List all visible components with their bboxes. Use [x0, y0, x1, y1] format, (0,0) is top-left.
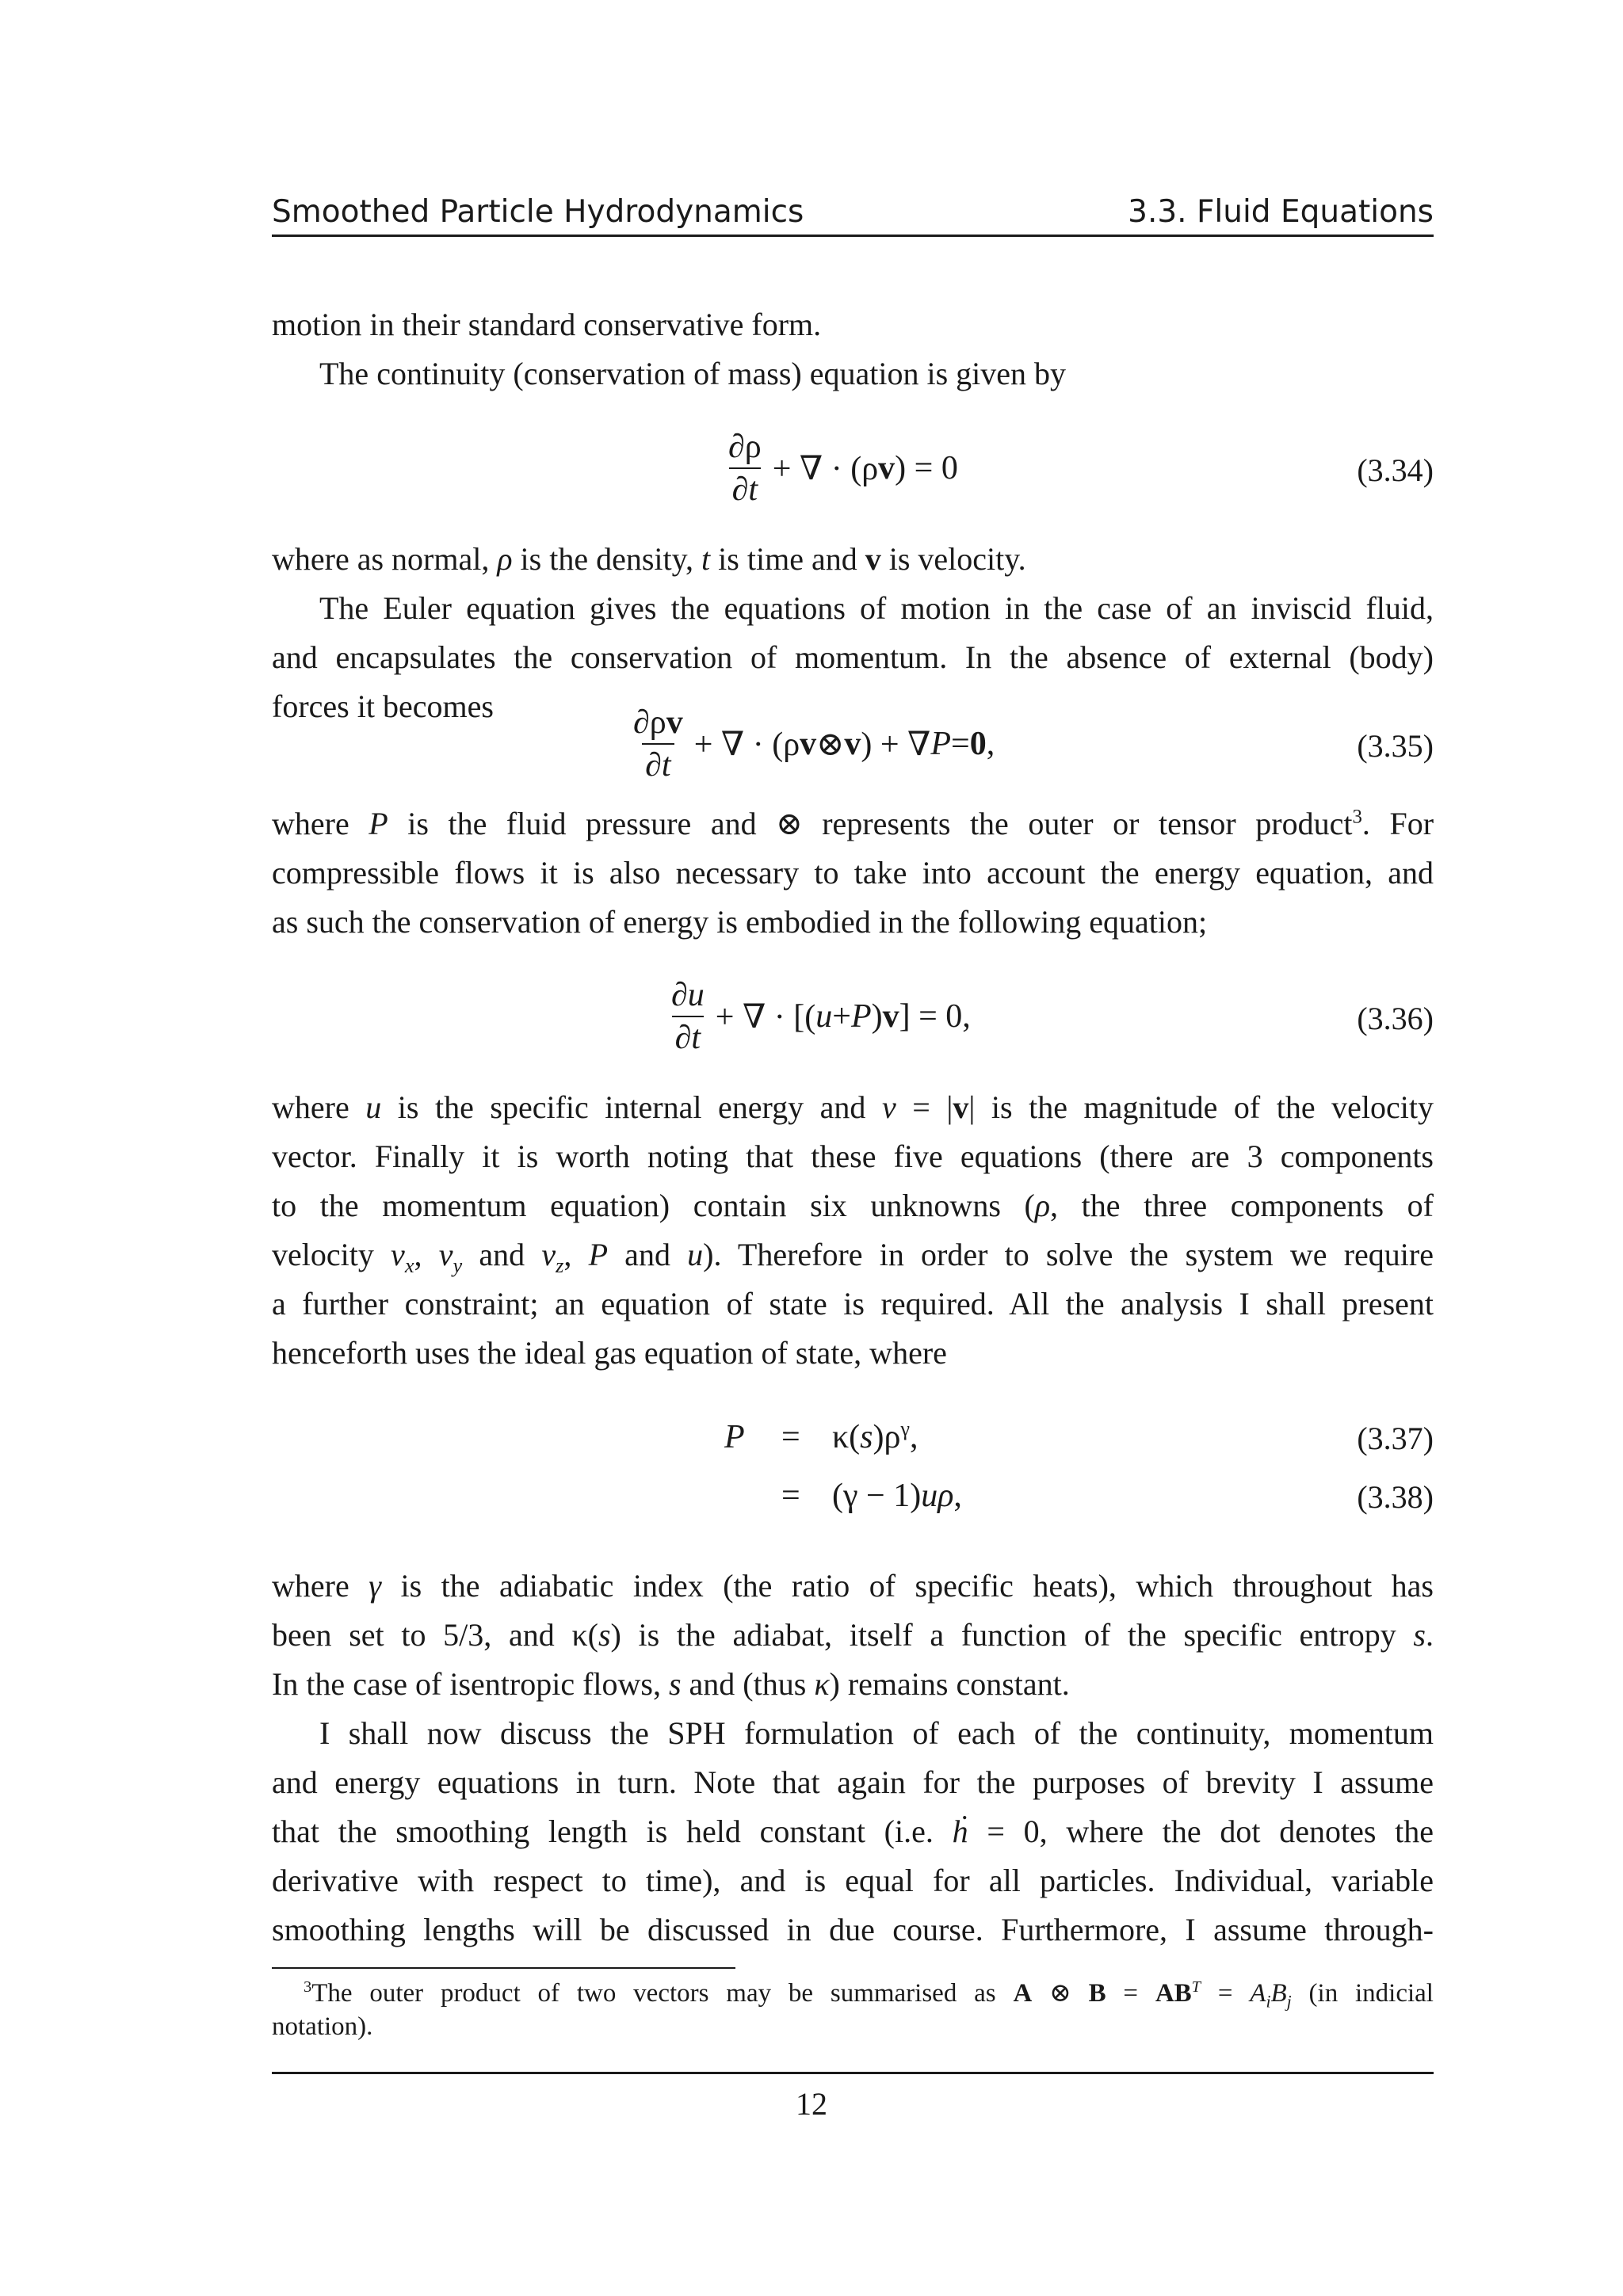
text-line: where γ is the adiabatic index (the ratio of specific heats), which throughout has — [272, 1568, 1434, 1604]
equation-number: (3.36) — [1357, 1001, 1434, 1036]
footnote-line: notation). — [272, 2012, 373, 2041]
text-line: as such the conservation of energy is embodied in the following equation; — [272, 904, 1208, 940]
text-line: been set to 5/3, and κ(s) is the adiabat, itself a function of the specific entropy s. — [272, 1617, 1434, 1653]
fraction: $\frac{\partial\rho}{\partial t}$ — [728, 429, 762, 508]
text-line: where u is the specific internal energy and v = |v| is the magnitude of the velocity — [272, 1089, 1434, 1125]
text-line: forces it becomes — [272, 688, 494, 724]
text-line: where as normal, ρ is the density, t is time and v is velocity. — [272, 541, 1026, 577]
text-line: motion in their standard conservative form. — [272, 307, 822, 342]
text-line: a further constraint; an equation of state is required. All the analysis I shall present — [272, 1286, 1434, 1322]
text-line: smoothing lengths will be discussed in due course. Furthermore, I assume through- — [272, 1912, 1434, 1947]
text-line: velocity $v_x$, $v_y$ and $v_z$, P and u). Therefore in order to solve the system we require — [272, 1237, 1434, 1277]
equation-3-36: $\frac{\partial u}{\partial t}$ + ∇ · [( u + P ) v ] = 0, (3.36) — [272, 976, 1434, 1063]
page-number: 12 — [796, 2086, 827, 2122]
text-line: vector. Finally it is worth noting that these five equations (there are 3 components — [272, 1138, 1434, 1174]
equation-number: (3.34) — [1357, 452, 1434, 488]
text-line: The Euler equation gives the equations of motion in the case of an inviscid fluid, — [319, 590, 1434, 626]
header-title: Smoothed Particle Hydrodynamics — [272, 194, 804, 230]
equation-number: (3.38) — [1357, 1479, 1434, 1515]
text-line: henceforth uses the ideal gas equation of state, where — [272, 1335, 947, 1371]
equation-3-35: $\frac{\partial\rho v}{\partial t}$ + ∇ · (ρ v ⊗ v ) + ∇ P = 0 , (3.35) — [272, 704, 1434, 791]
text-line: compressible flows it is also necessary to take into account the energy equation, and — [272, 855, 1434, 891]
text-line: and encapsulates the conservation of momentum. In the absence of external (body) — [272, 639, 1434, 675]
text-line: derivative with respect to time), and is equal for all particles. Individual, variable — [272, 1863, 1434, 1898]
text-line: where P is the fluid pressure and ⊗ represents the outer or tensor product$^3$. For — [272, 806, 1434, 841]
text-line: that the smoothing length is held constant (i.e. ḣ = 0, where the dot denotes the — [272, 1814, 1434, 1849]
text-line: In the case of isentropic flows, s and (thus κ) remains constant. — [272, 1666, 1070, 1702]
footnote-line: $^3$The outer product of two vectors may be summarised as A ⊗ $B = AB^T = A_iB_j$ (in indicial — [304, 1978, 1434, 2012]
thesis-page: Smoothed Particle Hydrodynamics 3.3. Fluid Equations motion in their standard conservative form. The continuity (conservation of mass) equation is given by $\frac{\partial\rho}{\partial t}$ + ∇ · (ρ v ) = 0 (3.34) where as normal, ρ is the density, t is time and v is velocity. The Euler equation gives the equations of motion in the case of an inviscid fluid, and encapsulates the conservation of momentum. In the absence of external (body) forces it becomes $\frac{\partial\rho v}{\partial t}$ + ∇ · (ρ v ⊗ v ) + ∇ P = 0 , (3.35) where P is the fluid pressure and ⊗ represents the outer or tensor product$^3$. For compressible flows it is also necessary to take into account the energy equation, and as such the conservation of energy is embodied in the following equation; $\frac{\partial u}{\partial t}$ + ∇ · [( u + P ) v ] = 0, (3.36) where u is the specific internal energy and v = |v| is the magnitude of the velocity vector. Finally it is worth noting that these five equations (there are 3 components to the momentum equation) contain six unknowns (ρ, the three components of velocity $v_x$, $v_y$ and $v_z$, P and u). Therefore in order to solve the system we require a further constraint; an equation of state is required. All the analysis I shall present henceforth uses the ideal gas equation of state, where P = $\kappa(s)\rho^\gamma$, (3.37) = (γ − 1)uρ, (3.38) where γ is the adiabatic index (the ratio of specific heats), which throughout has been set to 5/3, and κ(s) is the adiabat, itself a function of the specific entropy s. In the case of isentropic flows, s and (thus κ) remains constant. I shall now discuss the SPH formulation of each of the continuity, momentum and energy equations in turn. Note that again for the purposes of brevity I assume that the smoothing length is held constant (i.e. ḣ = 0, where the dot denotes the derivative with respect to time), and is equal for all particles. Individual, variable smoothing lengths will be discussed in due course. Furthermore, I assume through- $^3$The outer product of two vectors may be summarised as A ⊗ $B = AB^T = A_iB_j$ (in indicial notation). 12 — [0, 0, 1623, 2296]
header-section: 3.3. Fluid Equations — [1128, 194, 1434, 230]
text-line: I shall now discuss the SPH formulation of each of the continuity, momentum — [319, 1715, 1434, 1751]
fraction: $\frac{\partial\rho v}{\partial t}$ — [633, 704, 683, 784]
running-header — [272, 190, 1434, 237]
footer-rule — [272, 2072, 1434, 2074]
fraction: $\frac{\partial u}{\partial t}$ — [671, 977, 705, 1056]
text-line: and energy equations in turn. Note that again for the purposes of brevity I assume — [272, 1764, 1434, 1800]
footnote-rule — [272, 1967, 735, 1969]
text-line: to the momentum equation) contain six unknowns (ρ, the three components of — [272, 1188, 1434, 1223]
text-line: The continuity (conservation of mass) equation is given by — [319, 356, 1067, 391]
equation-3-34: $\frac{\partial\rho}{\partial t}$ + ∇ · (ρ v ) = 0 (3.34) — [272, 428, 1434, 515]
equation-number: (3.35) — [1357, 728, 1434, 764]
equation-number: (3.37) — [1357, 1421, 1434, 1456]
